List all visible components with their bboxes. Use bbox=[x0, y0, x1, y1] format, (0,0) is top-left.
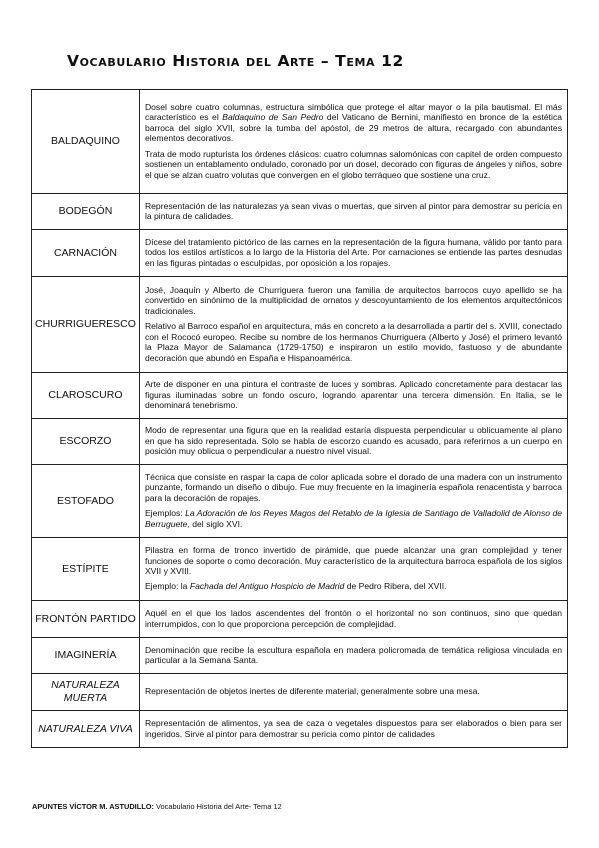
term-cell: CHURRIGUERESCO bbox=[32, 277, 140, 373]
term-cell: NATURALEZA VIVA bbox=[32, 711, 140, 748]
definition-paragraph: Modo de representar una figura que en la realidad estaría dispuesta perpendicular u oblicuamente al plano en que ha sido representada. Solo se habla de escorzo cuando es acusado, para referirnos a un cuerpo en posición muy oblicua o perpendicular a nuestro nivel visual. bbox=[144, 425, 562, 457]
definition-italic: Fachada del Antiguo Hospicio de Madrid bbox=[189, 581, 345, 592]
definition-paragraph: Dícese del tratamiento pictórico de las carnes en la representación de la figura humana, válido por tanto para todos los estilos artísticos a lo largo de la Historia del Arte. Por carnaciones se entiende las partes desnudas en las figuras pintadas o esculpidas, por oposición a los ropajes. bbox=[144, 236, 562, 268]
table-row bbox=[32, 90, 568, 194]
table-row bbox=[32, 711, 568, 748]
definition-cell bbox=[139, 194, 567, 230]
table-row bbox=[32, 601, 568, 638]
term-cell: FRONTÓN PARTIDO bbox=[32, 601, 140, 638]
definition-text: Ejemplo: la bbox=[144, 581, 190, 592]
definition-paragraph: Técnica que consiste en raspar la capa de color aplicada sobre el dorado de una madera con un instrumento punzante, formando un diseño o dibujo. Fue muy frecuente en la imaginería española renacentista y barroca para la decoración de ropajes. bbox=[144, 471, 562, 503]
definition-paragraph: Representación de objetos inertes de diferente material, generalmente sobre una mesa. bbox=[144, 686, 480, 697]
term-cell: ESTÍPITE bbox=[32, 538, 140, 601]
table-row bbox=[32, 538, 568, 601]
definition-paragraph bbox=[145, 508, 562, 529]
vocabulary-table bbox=[31, 89, 568, 748]
definition-italic: Baldaquino de San Pedro bbox=[222, 112, 324, 123]
term-cell: BODEGÓN bbox=[32, 194, 140, 230]
table-row bbox=[32, 674, 568, 711]
definition-cell bbox=[139, 711, 567, 748]
term-cell: IMAGINERÍA bbox=[32, 638, 140, 674]
term-cell: CLAROSCURO bbox=[32, 373, 140, 419]
definition-cell bbox=[139, 638, 567, 674]
term-cell: ESTOFADO bbox=[32, 465, 140, 538]
definition-paragraph: Relativo al Barroco español en arquitectura, más en concreto a la desarrollada a partir del s. XVIII, conectado con el Rococó europeo. Recibe su nombre de los hermanos Churriguera (Alberto y José) el primero levantó la Plaza Mayor de Salamanca (1729-1750) e inspiraron un estilo movido, fastuoso y de abundante decoración que abundó en España e Hispanoamérica. bbox=[144, 321, 562, 363]
definition-paragraph bbox=[145, 102, 562, 144]
definition-text: Dosel sobre cuatro columnas, estructura simbólica que protege el altar mayor o la pila bautismal. El más característico es el bbox=[144, 101, 562, 123]
definition-cell bbox=[139, 419, 567, 465]
term-cell: ESCORZO bbox=[32, 419, 140, 465]
definition-paragraph: Pilastra en forma de tronco invertido de pirámide, que puede alcanzar una gran complejidad y tener funciones de soporte o como decoración. Muy característico de la arquitectura barroca española de los siglos XVII y XVIII. bbox=[144, 545, 562, 576]
definition-paragraph: Denominación que recibe la escultura española en madera policromada de temática religiosa vinculada en particular a la Semana Santa. bbox=[144, 644, 562, 665]
definition-paragraph: Trata de modo rupturista los órdenes clásicos: cuatro columnas salomónicas con capitel de orden compuesto sostienen un entablamento ondulado, coronado por un dosel, decorado con figuras de ángeles y niños, sobre el que se alzan cuatro volutas que convergen en el globo terráqueo que sostiene una cruz. bbox=[144, 148, 562, 180]
definition-cell bbox=[139, 277, 567, 373]
definition-paragraph: Representación de alimentos, ya sea de caza o vegetales dispuestos para ser elaborados o bien para ser ingeridos. Sirve al pintor para demostrar su pericia como pintor de calidades bbox=[144, 718, 562, 739]
footer-document-title: Vocabulario Historia del Arte- Tema 12 bbox=[153, 802, 282, 811]
page-title: Vocabulario Historia del Arte – Tema 12 bbox=[67, 52, 404, 70]
term-cell: BALDAQUINO bbox=[32, 90, 140, 194]
table-row bbox=[32, 638, 568, 674]
definition-cell bbox=[139, 90, 567, 194]
table-row bbox=[32, 194, 568, 230]
table-row bbox=[32, 230, 568, 277]
footer-author: APUNTES VÍCTOR M. ASTUDILLO: bbox=[32, 802, 154, 811]
definition-cell bbox=[139, 601, 567, 638]
definition-paragraph: Aquél en el que los lados ascendentes del frontón o el horizontal no son continuos, sino que quedan interrumpidos, con lo que proporciona percepción de complejidad. bbox=[144, 608, 562, 629]
definition-paragraph: José, Joaquín y Alberto de Churriguera fueron una familia de arquitectos barrocos cuyo apellido se ha convertido en sinónimo de la multiplicidad de ornatos y descoyuntamiento de los elementos arquitectónicos tradicionales. bbox=[144, 284, 562, 316]
page-footer bbox=[32, 802, 282, 811]
definition-italic: La Adoración de los Reyes Magos del Retablo de la Iglesia de Santiago de Valladolid de Alonso de Berruguete bbox=[144, 508, 563, 529]
term-cell: CARNACIÓN bbox=[32, 230, 140, 277]
definition-cell bbox=[139, 465, 567, 538]
definition-cell bbox=[139, 538, 567, 601]
definition-text: de Pedro Ribera, del XVII. bbox=[344, 581, 447, 592]
definition-cell bbox=[139, 230, 567, 277]
table-row bbox=[32, 373, 568, 419]
definition-text: del Vaticano de Bernini, manifiesto en bronce de la estética barroca del siglo XVII, sobre la tumba del apóstol, de 29 metros de altura, recargado con abundantes elementos decorativos. bbox=[144, 112, 563, 144]
table-row bbox=[32, 277, 568, 373]
definition-text: Ejemplos: bbox=[144, 508, 186, 519]
definition-paragraph: Arte de disponer en una pintura el contraste de luces y sombras. Aplicado concretamente para destacar las figuras iluminadas sobre un fondo oscuro, logrando aparentar una tercera dimensión. En Italia, se le denominará tenebrismo. bbox=[144, 379, 562, 411]
definition-cell bbox=[139, 373, 567, 419]
definition-text: , del siglo XVI. bbox=[187, 518, 243, 529]
definition-paragraph: Representación de las naturalezas ya sean vivas o muertas, que sirven al pintor para demostrar su pericia en la pintura de calidades. bbox=[144, 200, 562, 221]
definition-cell bbox=[139, 674, 567, 711]
definition-paragraph bbox=[145, 581, 562, 591]
table-row bbox=[32, 419, 568, 465]
term-cell: NATURALEZA MUERTA bbox=[32, 674, 140, 711]
table-row bbox=[32, 465, 568, 538]
